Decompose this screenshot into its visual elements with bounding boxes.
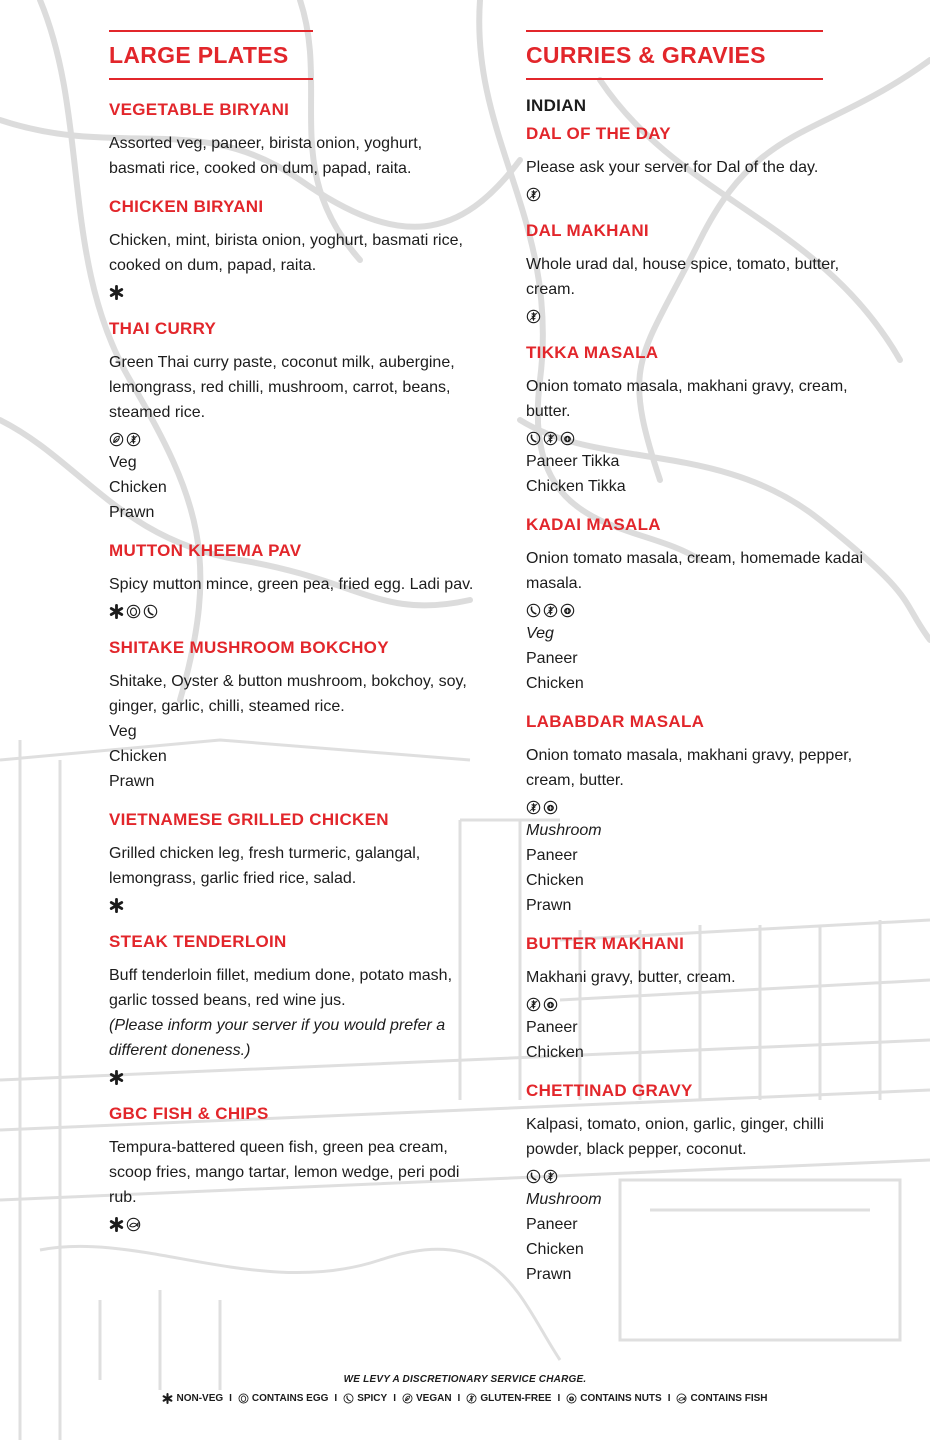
dish-variant: Prawn [109,773,155,790]
dish-variant: Chicken [526,1241,584,1258]
dish-variant: Paneer [526,1216,578,1233]
non-veg-icon [109,896,124,911]
dish-name: DAL OF THE DAY [526,124,671,143]
gluten-free-icon [543,1167,558,1182]
legend-separator: I [457,1393,461,1404]
dish-name: TIKKA MASALA [526,343,659,362]
egg-icon [126,602,141,617]
dish-description: Grilled chicken leg, fresh turmeric, galangal, lemongrass, garlic fried rice, salad. [109,845,421,887]
gluten-free-icon [526,995,541,1010]
dish-variant: Chicken [109,748,167,765]
curries-list [526,124,871,1287]
dietary-icons [109,597,479,622]
dietary-icons [526,793,871,818]
legend-label: GLUTEN-FREE [480,1393,552,1404]
dish-variant: Chicken [526,675,584,692]
large-plates-header [109,30,313,80]
vegan-icon [402,1393,413,1404]
non-veg-icon [109,602,124,617]
dietary-icons [109,1210,479,1235]
dish-name: BUTTER MAKHANI [526,934,685,953]
dish-description: Chicken, mint, birista onion, yoghurt, basmati rice, cooked on dum, papad, raita. [109,232,463,274]
dish-name: GBC FISH & CHIPS [109,1104,269,1123]
legend-label: CONTAINS FISH [690,1393,768,1404]
dish-description: Shitake, Oyster & button mushroom, bokchoy, soy, ginger, garlic, chilli, steamed rice. [109,673,467,715]
dish-variant: Chicken Tikka [526,478,626,495]
nuts-icon [560,429,575,444]
dietary-icons [526,424,871,449]
curries-column [526,30,871,1303]
large-plates-column [109,30,479,1251]
legend-separator: I [557,1393,561,1404]
dietary-icons [109,425,479,450]
spicy-icon [526,1167,541,1182]
dish-description: Green Thai curry paste, coconut milk, aubergine, lemongrass, red chilli, mushroom, carrot, beans, steamed rice. [109,354,455,421]
dish-variant: Chicken [109,479,167,496]
dietary-icons [526,1162,871,1187]
dish-name: KADAI MASALA [526,515,661,534]
legend-separator: I [667,1393,671,1404]
dish-name: MUTTON KHEEMA PAV [109,541,302,560]
large-plates-list [109,100,479,1235]
dish-name: VEGETABLE BIRYANI [109,100,290,119]
dish-variant: Chicken [526,1044,584,1061]
section-title: LARGE PLATES [109,42,289,68]
dish-variant: Mushroom [526,822,602,839]
menu-item [109,541,479,622]
legend-separator: I [393,1393,396,1404]
menu-item [526,124,871,205]
spicy-icon [143,602,158,617]
dish-note: (Please inform your server if you would prefer a different doneness.) [109,1017,446,1059]
nuts-icon [543,995,558,1010]
menu-item [109,100,479,181]
dish-description: Buff tenderloin fillet, medium done, potato mash, garlic tossed beans, red wine jus. [109,967,453,1009]
dish-variant: Prawn [526,897,572,914]
dietary-icons [109,1063,479,1088]
fish-icon [676,1393,687,1404]
menu-item [109,932,479,1088]
dish-variant: Paneer [526,847,578,864]
dish-variant: Chicken [526,872,584,889]
dish-description: Tempura-battered queen fish, green pea cream, scoop fries, mango tartar, lemon wedge, peri podi rub. [109,1139,460,1206]
legend-label: SPICY [357,1393,388,1404]
menu-item [109,810,479,916]
menu-item [109,638,479,794]
service-charge-note: WE LEVY A DISCRETIONARY SERVICE CHARGE. [343,1374,587,1385]
legend-item [466,1393,551,1404]
fish-icon [126,1215,141,1230]
legend-label: VEGAN [415,1393,452,1404]
dish-name: STEAK TENDERLOIN [109,932,287,951]
dietary-icons [109,278,479,303]
legend-item [402,1393,452,1404]
dish-name: LABABDAR MASALA [526,712,705,731]
dish-variant: Veg [109,454,137,471]
dish-description: Onion tomato masala, makhani gravy, pepper, cream, butter. [526,747,853,789]
dish-name: SHITAKE MUSHROOM BOKCHOY [109,638,389,657]
dish-variant: Veg [109,723,137,740]
dish-variant: Paneer Tikka [526,453,620,470]
non-veg-icon [109,283,124,298]
dietary-icons [526,990,871,1015]
non-veg-icon [109,1068,124,1083]
spicy-icon [526,601,541,616]
indian-subhead: INDIAN [526,96,587,115]
dish-name: CHETTINAD GRAVY [526,1081,693,1100]
dish-description: Onion tomato masala, cream, homemade kadai masala. [526,550,864,592]
dish-variant: Paneer [526,650,578,667]
dish-variant: Mushroom [526,1191,602,1208]
menu-item [109,197,479,303]
legend-label: CONTAINS NUTS [580,1393,662,1404]
nuts-icon [560,601,575,616]
spicy-icon [526,429,541,444]
dietary-icons [526,180,871,205]
nuts-icon [543,798,558,813]
legend-item [238,1393,328,1404]
menu-item [109,319,479,525]
dish-variant: Veg [526,625,554,642]
gluten-free-icon [526,307,541,322]
dish-name: DAL MAKHANI [526,221,649,240]
dish-description: Spicy mutton mince, green pea, fried egg. Ladi pav. [109,576,474,593]
legend-item [343,1393,387,1404]
dish-name: THAI CURRY [109,319,217,338]
menu-item [526,712,871,918]
section-title: CURRIES & GRAVIES [526,42,766,68]
menu-item [109,1104,479,1235]
menu-item [526,1081,871,1287]
dietary-icons [109,891,479,916]
dish-name: VIETNAMESE GRILLED CHICKEN [109,810,389,829]
dish-description: Makhani gravy, butter, cream. [526,969,736,986]
legend-item [676,1393,767,1404]
menu-item [526,934,871,1065]
legend-label: CONTAINS EGG [251,1393,329,1404]
dish-description: Whole urad dal, house spice, tomato, butter, cream. [526,256,840,298]
legend-item [566,1393,661,1404]
dish-variant: Prawn [109,504,155,521]
gluten-free-icon [543,429,558,444]
non-veg-icon [162,1393,173,1404]
dish-name: CHICKEN BIRYANI [109,197,264,216]
dietary-icons [526,596,871,621]
dish-description: Onion tomato masala, makhani gravy, cream, butter. [526,378,848,420]
legend-separator: I [229,1393,232,1404]
gluten-free-icon [126,430,141,445]
gluten-free-icon [526,798,541,813]
menu-item [526,221,871,327]
dish-variant: Prawn [526,1266,572,1283]
menu-item [526,515,871,696]
dish-description: Kalpasi, tomato, onion, garlic, ginger, chilli powder, black pepper, coconut. [526,1116,824,1158]
gluten-free-icon [526,185,541,200]
nuts-icon [566,1393,577,1404]
menu-item [526,343,871,499]
dietary-icons [526,302,871,327]
dish-variant: Paneer [526,1019,578,1036]
gluten-free-icon [466,1393,477,1404]
curries-header [526,30,823,80]
legend-separator: I [334,1393,338,1404]
egg-icon [238,1393,249,1404]
gluten-free-icon [543,601,558,616]
dietary-legend [0,1393,930,1404]
dish-description: Please ask your server for Dal of the day. [526,159,819,176]
non-veg-icon [109,1215,124,1230]
vegan-icon [109,430,124,445]
legend-label: NON-VEG [176,1393,224,1404]
spicy-icon [343,1393,354,1404]
dish-description: Assorted veg, paneer, birista onion, yoghurt, basmati rice, cooked on dum, papad, raita. [109,135,423,177]
legend-item [162,1393,223,1404]
